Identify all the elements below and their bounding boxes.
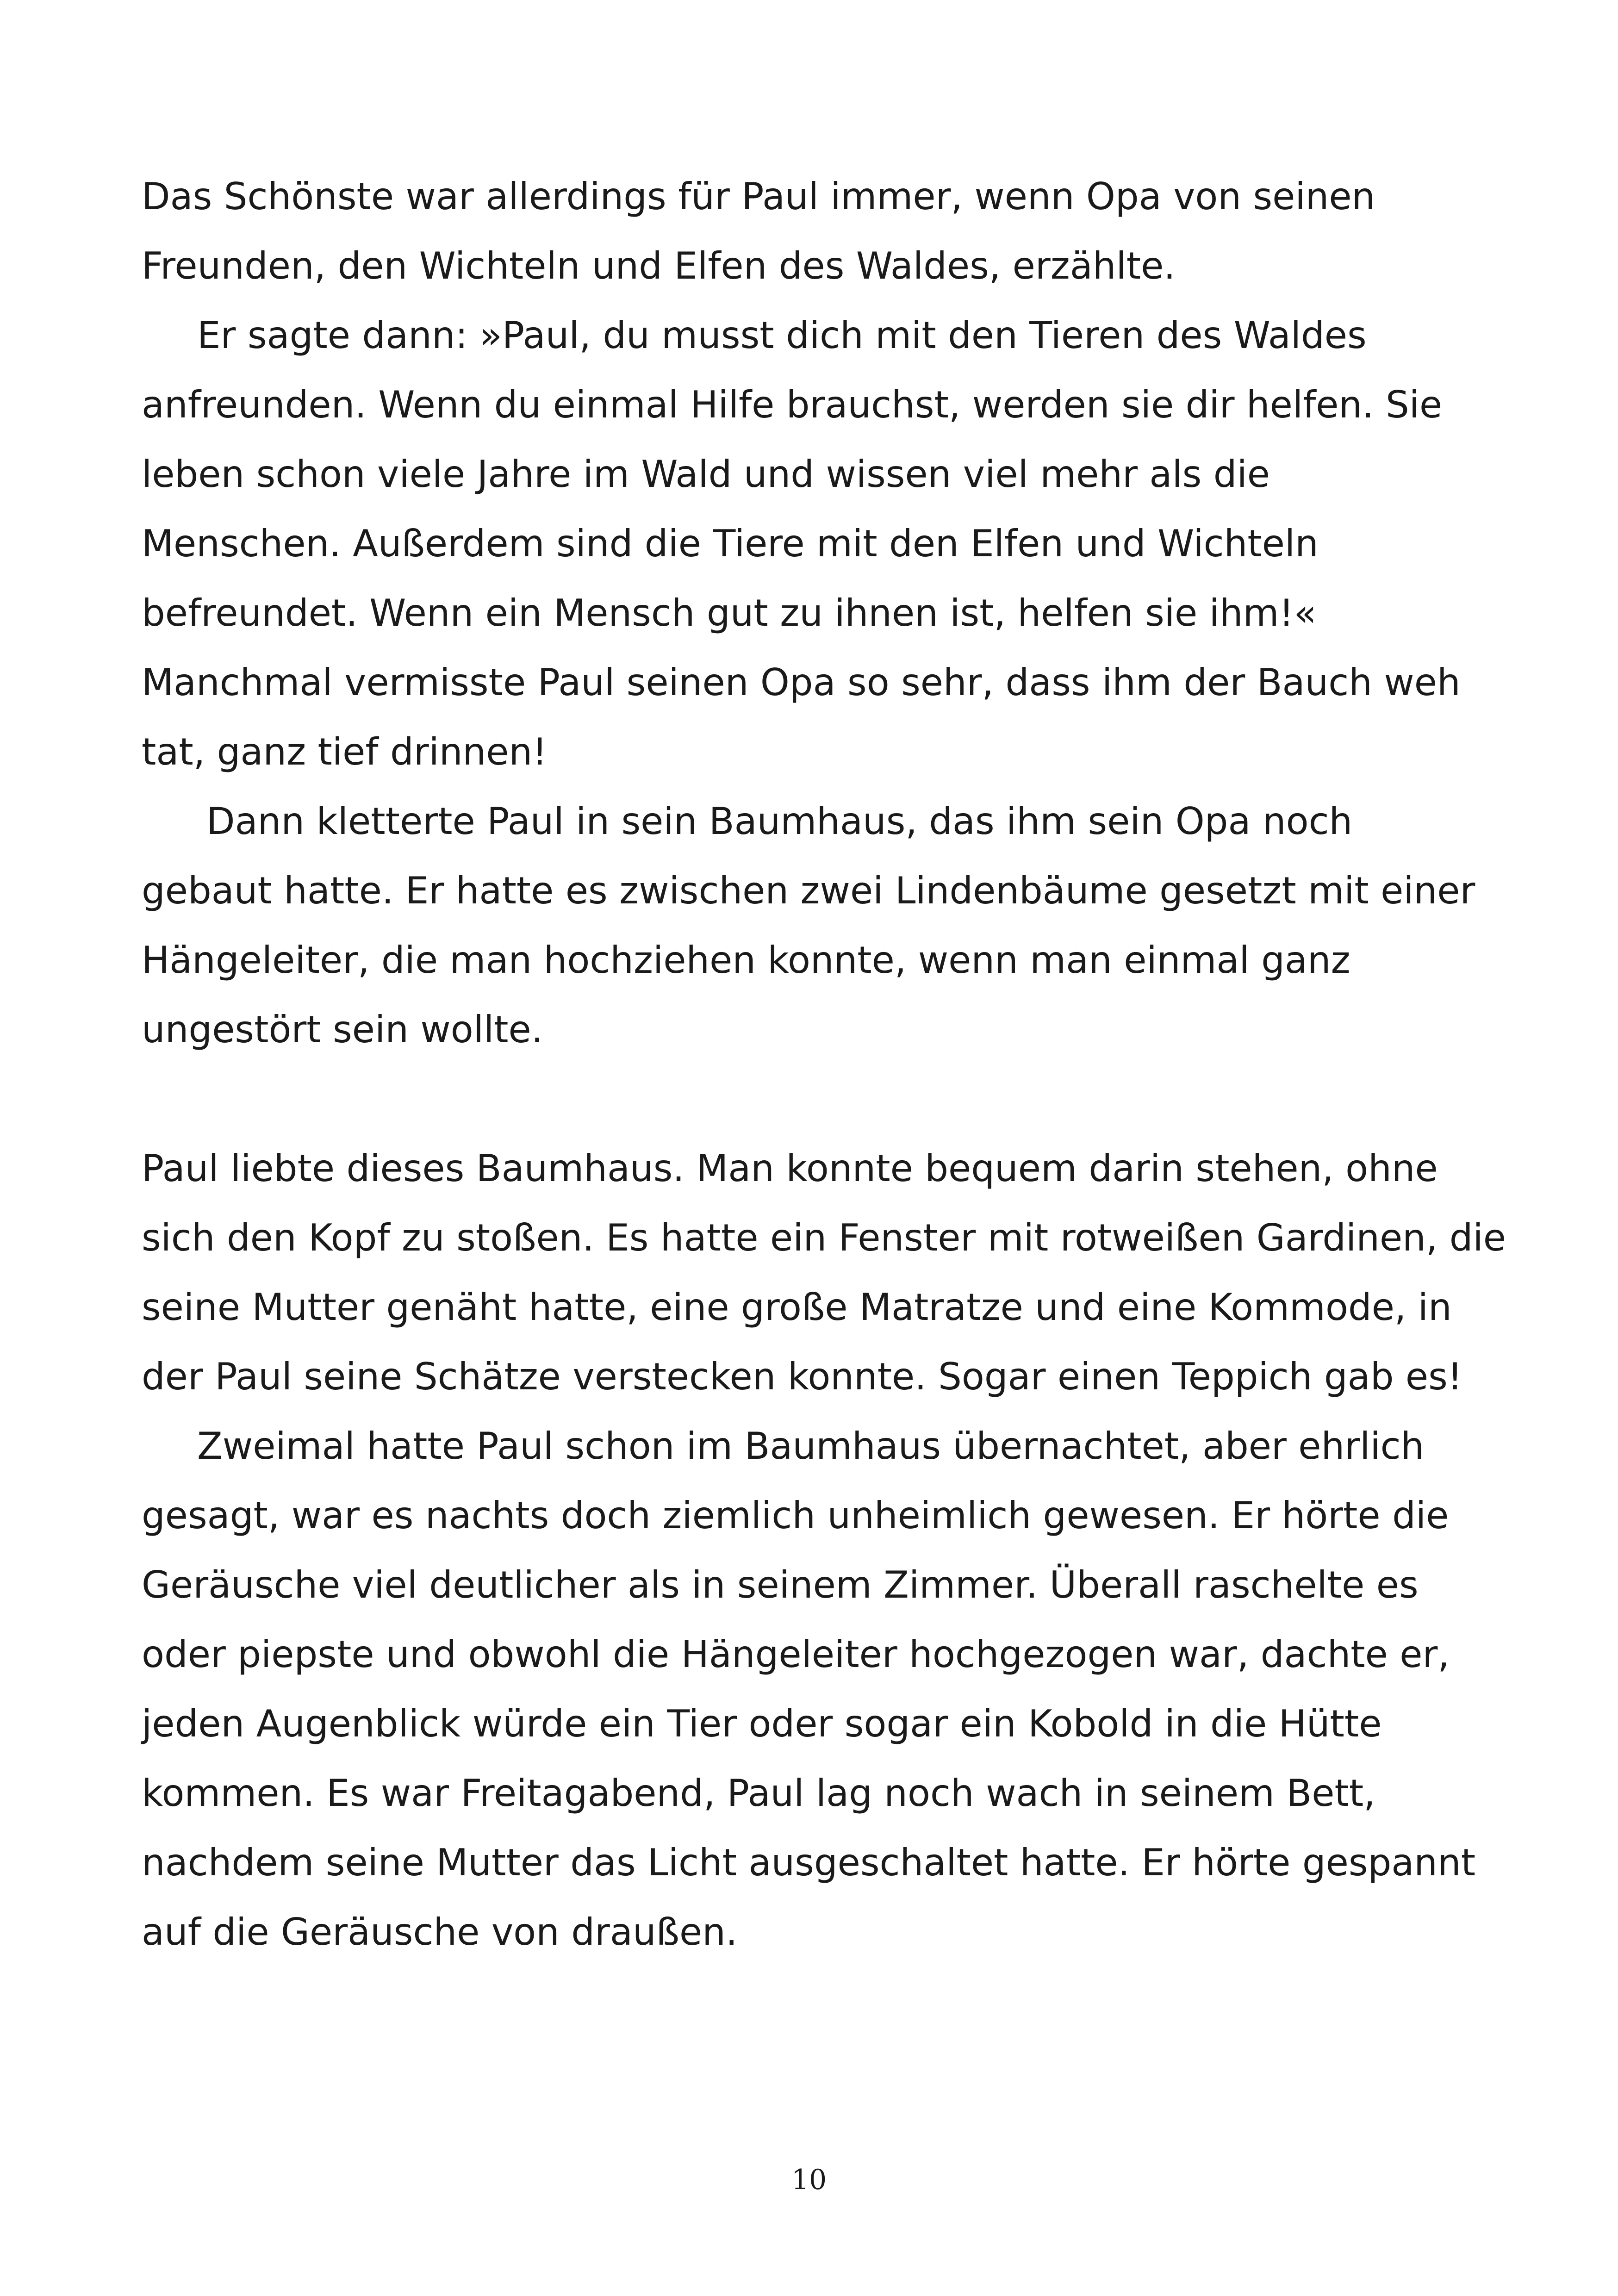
text-line: oder piepste und obwohl die Hängeleiter hochgezogen war, dachte er,: [142, 1633, 1450, 1676]
text-line: Menschen. Außerdem sind die Tiere mit den Elfen und Wichteln: [142, 522, 1319, 565]
text-line: kommen. Es war Freitagabend, Paul lag noch wach in seinem Bett,: [142, 1772, 1375, 1815]
text-line: Hängeleiter, die man hochziehen konnte, wenn man einmal ganz: [142, 939, 1350, 982]
text-line: nachdem seine Mutter das Licht ausgeschaltet hatte. Er hörte gespannt: [142, 1841, 1476, 1884]
text-line: jeden Augenblick würde ein Tier oder sogar ein Kobold in die Hütte: [142, 1702, 1382, 1745]
text-line: Dann kletterte Paul in sein Baumhaus, das ihm sein Opa noch: [206, 800, 1353, 843]
text-line: seine Mutter genäht hatte, eine große Matratze und eine Kommode, in: [142, 1286, 1452, 1329]
text-line: gebaut hatte. Er hatte es zwischen zwei Lindenbäume gesetzt mit einer: [142, 869, 1475, 912]
text-line: Zweimal hatte Paul schon im Baumhaus übernachtet, aber ehrlich: [197, 1425, 1425, 1468]
text-line: der Paul seine Schätze verstecken konnte. Sogar einen Teppich gab es!: [142, 1355, 1462, 1398]
text-line: Geräusche viel deutlicher als in seinem Zimmer. Überall raschelte es: [142, 1563, 1419, 1606]
text-line: Manchmal vermisste Paul seinen Opa so sehr, dass ihm der Bauch weh: [142, 661, 1461, 704]
text-line: leben schon viele Jahre im Wald und wissen viel mehr als die: [142, 453, 1270, 496]
text-line: Er sagte dann: »Paul, du musst dich mit den Tieren des Waldes: [197, 314, 1367, 357]
text-line: Paul liebte dieses Baumhaus. Man konnte bequem darin stehen, ohne: [142, 1147, 1438, 1190]
text-line: ungestört sein wollte.: [142, 1008, 543, 1051]
text-line: Das Schönste war allerdings für Paul immer, wenn Opa von seinen: [142, 175, 1375, 218]
text-line: tat, ganz tief drinnen!: [142, 730, 548, 773]
text-line: sich den Kopf zu stoßen. Es hatte ein Fenster mit rotweißen Gardinen, die: [142, 1216, 1506, 1259]
text-line: anfreunden. Wenn du einmal Hilfe brauchst, werden sie dir helfen. Sie: [142, 383, 1443, 426]
page-number: 10: [791, 2164, 827, 2196]
text-line: auf die Geräusche von draußen.: [142, 1910, 738, 1954]
text-line: befreundet. Wenn ein Mensch gut zu ihnen ist, helfen sie ihm!«: [142, 591, 1317, 635]
text-line: Freunden, den Wichteln und Elfen des Waldes, erzählte.: [142, 244, 1176, 287]
text-line: gesagt, war es nachts doch ziemlich unheimlich gewesen. Er hörte die: [142, 1494, 1449, 1537]
